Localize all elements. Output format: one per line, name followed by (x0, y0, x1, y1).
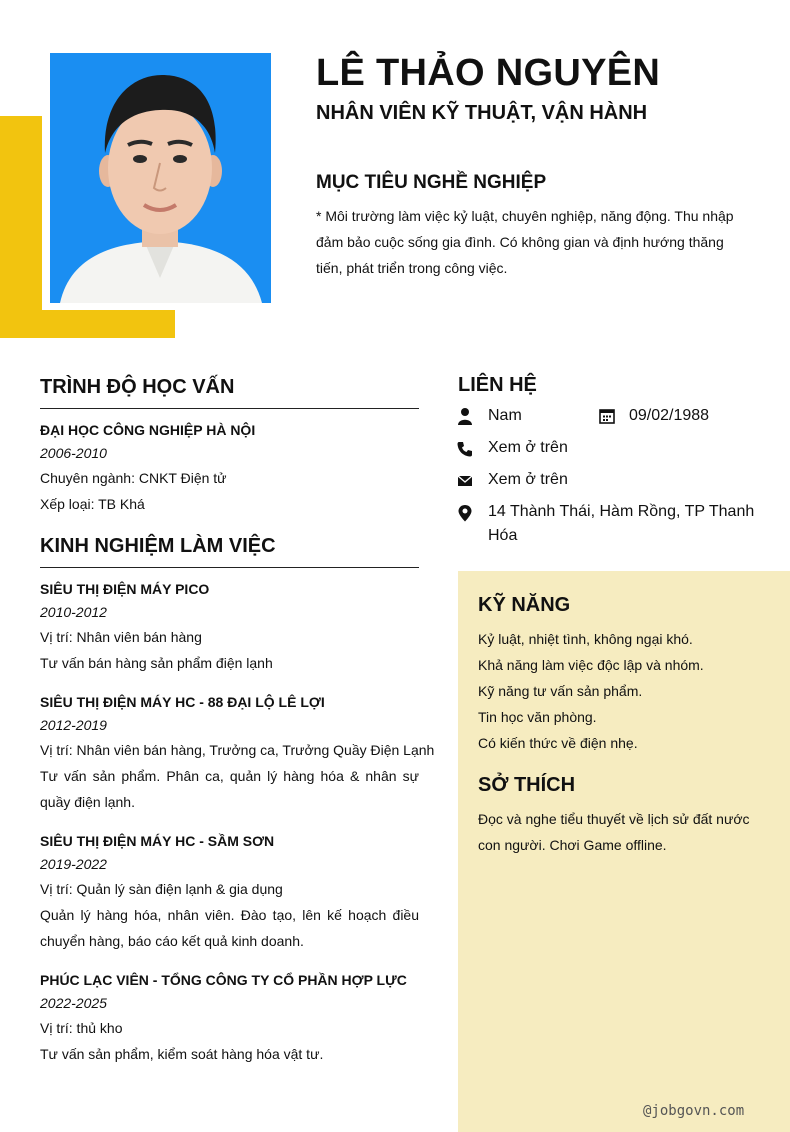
job-period: 2022-2025 (40, 995, 107, 1011)
calendar-icon (598, 407, 616, 425)
portrait-illustration (50, 53, 271, 303)
hobbies-heading: SỞ THÍCH (478, 774, 576, 796)
profile-photo (50, 53, 271, 303)
skills-heading: KỸ NĂNG (478, 594, 571, 616)
job-company: SIÊU THỊ ĐIỆN MÁY HC - 88 ĐẠI LỘ LÊ LỢI (40, 694, 325, 710)
contact-address: 14 Thành Thái, Hàm Rồng, TP Thanh Hóa (488, 503, 755, 544)
job-period: 2019-2022 (40, 856, 107, 872)
mail-icon (456, 472, 474, 490)
job-description: Tư vấn sản phẩm, kiểm soát hàng hóa vật tư. (40, 1046, 324, 1062)
experience-divider (40, 567, 419, 568)
job-period: 2010-2012 (40, 604, 107, 620)
contact-phone: Xem ở trên (488, 439, 568, 456)
education-heading: TRÌNH ĐỘ HỌC VẤN (40, 376, 235, 398)
contact-email: Xem ở trên (488, 471, 568, 488)
education-school: ĐẠI HỌC CÔNG NGHIỆP HÀ NỘI (40, 422, 256, 438)
job-description: Tư vấn sản phẩm. Phân ca, quản lý hàng hóa & nhân sự quầy điện lạnh. (40, 768, 419, 810)
job-position: Vị trí: Quản lý sàn điện lạnh & gia dụng (40, 881, 283, 897)
contact-gender: Nam (488, 407, 522, 424)
skill-item: Kỷ luật, nhiệt tình, không ngại khó. (478, 631, 693, 647)
objective-text: * Môi trường làm việc kỷ luật, chuyên nghiệp, năng động. Thu nhập đảm bảo cuộc sống gia đình. Có không gian và định hướng thăng tiến, phát triển trong công việc. (316, 208, 734, 276)
candidate-name: LÊ THẢO NGUYÊN (316, 52, 661, 94)
job-position: Vị trí: Nhân viên bán hàng (40, 629, 202, 645)
phone-icon (456, 440, 474, 458)
contact-heading: LIÊN HỆ (458, 374, 537, 396)
job-period: 2012-2019 (40, 717, 107, 733)
location-pin-icon (456, 504, 474, 522)
job-description: Quản lý hàng hóa, nhân viên. Đào tạo, lên kế hoạch điều chuyển hàng, báo cáo kết quả kinh doanh. (40, 907, 419, 949)
education-major: Chuyên ngành: CNKT Điện tử (40, 470, 227, 486)
skill-item: Tin học văn phòng. (478, 709, 597, 725)
watermark-text: @jobgovn.com (643, 1103, 745, 1119)
job-company: PHÚC LẠC VIÊN - TỔNG CÔNG TY CỔ PHẦN HỢP LỰC (40, 972, 407, 988)
education-grade: Xếp loại: TB Khá (40, 496, 145, 512)
job-title: NHÂN VIÊN KỸ THUẬT, VẬN HÀNH (316, 102, 648, 124)
job-description: Tư vấn bán hàng sản phẩm điện lạnh (40, 655, 273, 671)
job-company: SIÊU THỊ ĐIỆN MÁY HC - SẦM SƠN (40, 833, 275, 849)
experience-heading: KINH NGHIỆM LÀM VIỆC (40, 535, 276, 557)
skill-item: Có kiến thức về điện nhẹ. (478, 735, 638, 751)
job-position: Vị trí: Nhân viên bán hàng, Trưởng ca, Trưởng Quầy Điện Lạnh (40, 742, 435, 758)
skill-item: Kỹ năng tư vấn sản phẩm. (478, 683, 643, 699)
education-divider (40, 408, 419, 409)
education-period: 2006-2010 (40, 445, 107, 461)
contact-birthdate: 09/02/1988 (629, 407, 710, 424)
objective-heading: MỤC TIÊU NGHỀ NGHIỆP (316, 172, 547, 193)
person-icon (456, 407, 474, 425)
job-position: Vị trí: thủ kho (40, 1020, 123, 1036)
job-company: SIÊU THỊ ĐIỆN MÁY PICO (40, 581, 210, 597)
skill-item: Khả năng làm việc độc lập và nhóm. (478, 657, 704, 673)
hobbies-text: Đọc và nghe tiểu thuyết về lịch sử đất nước con người. Chơi Game offline. (478, 811, 750, 853)
